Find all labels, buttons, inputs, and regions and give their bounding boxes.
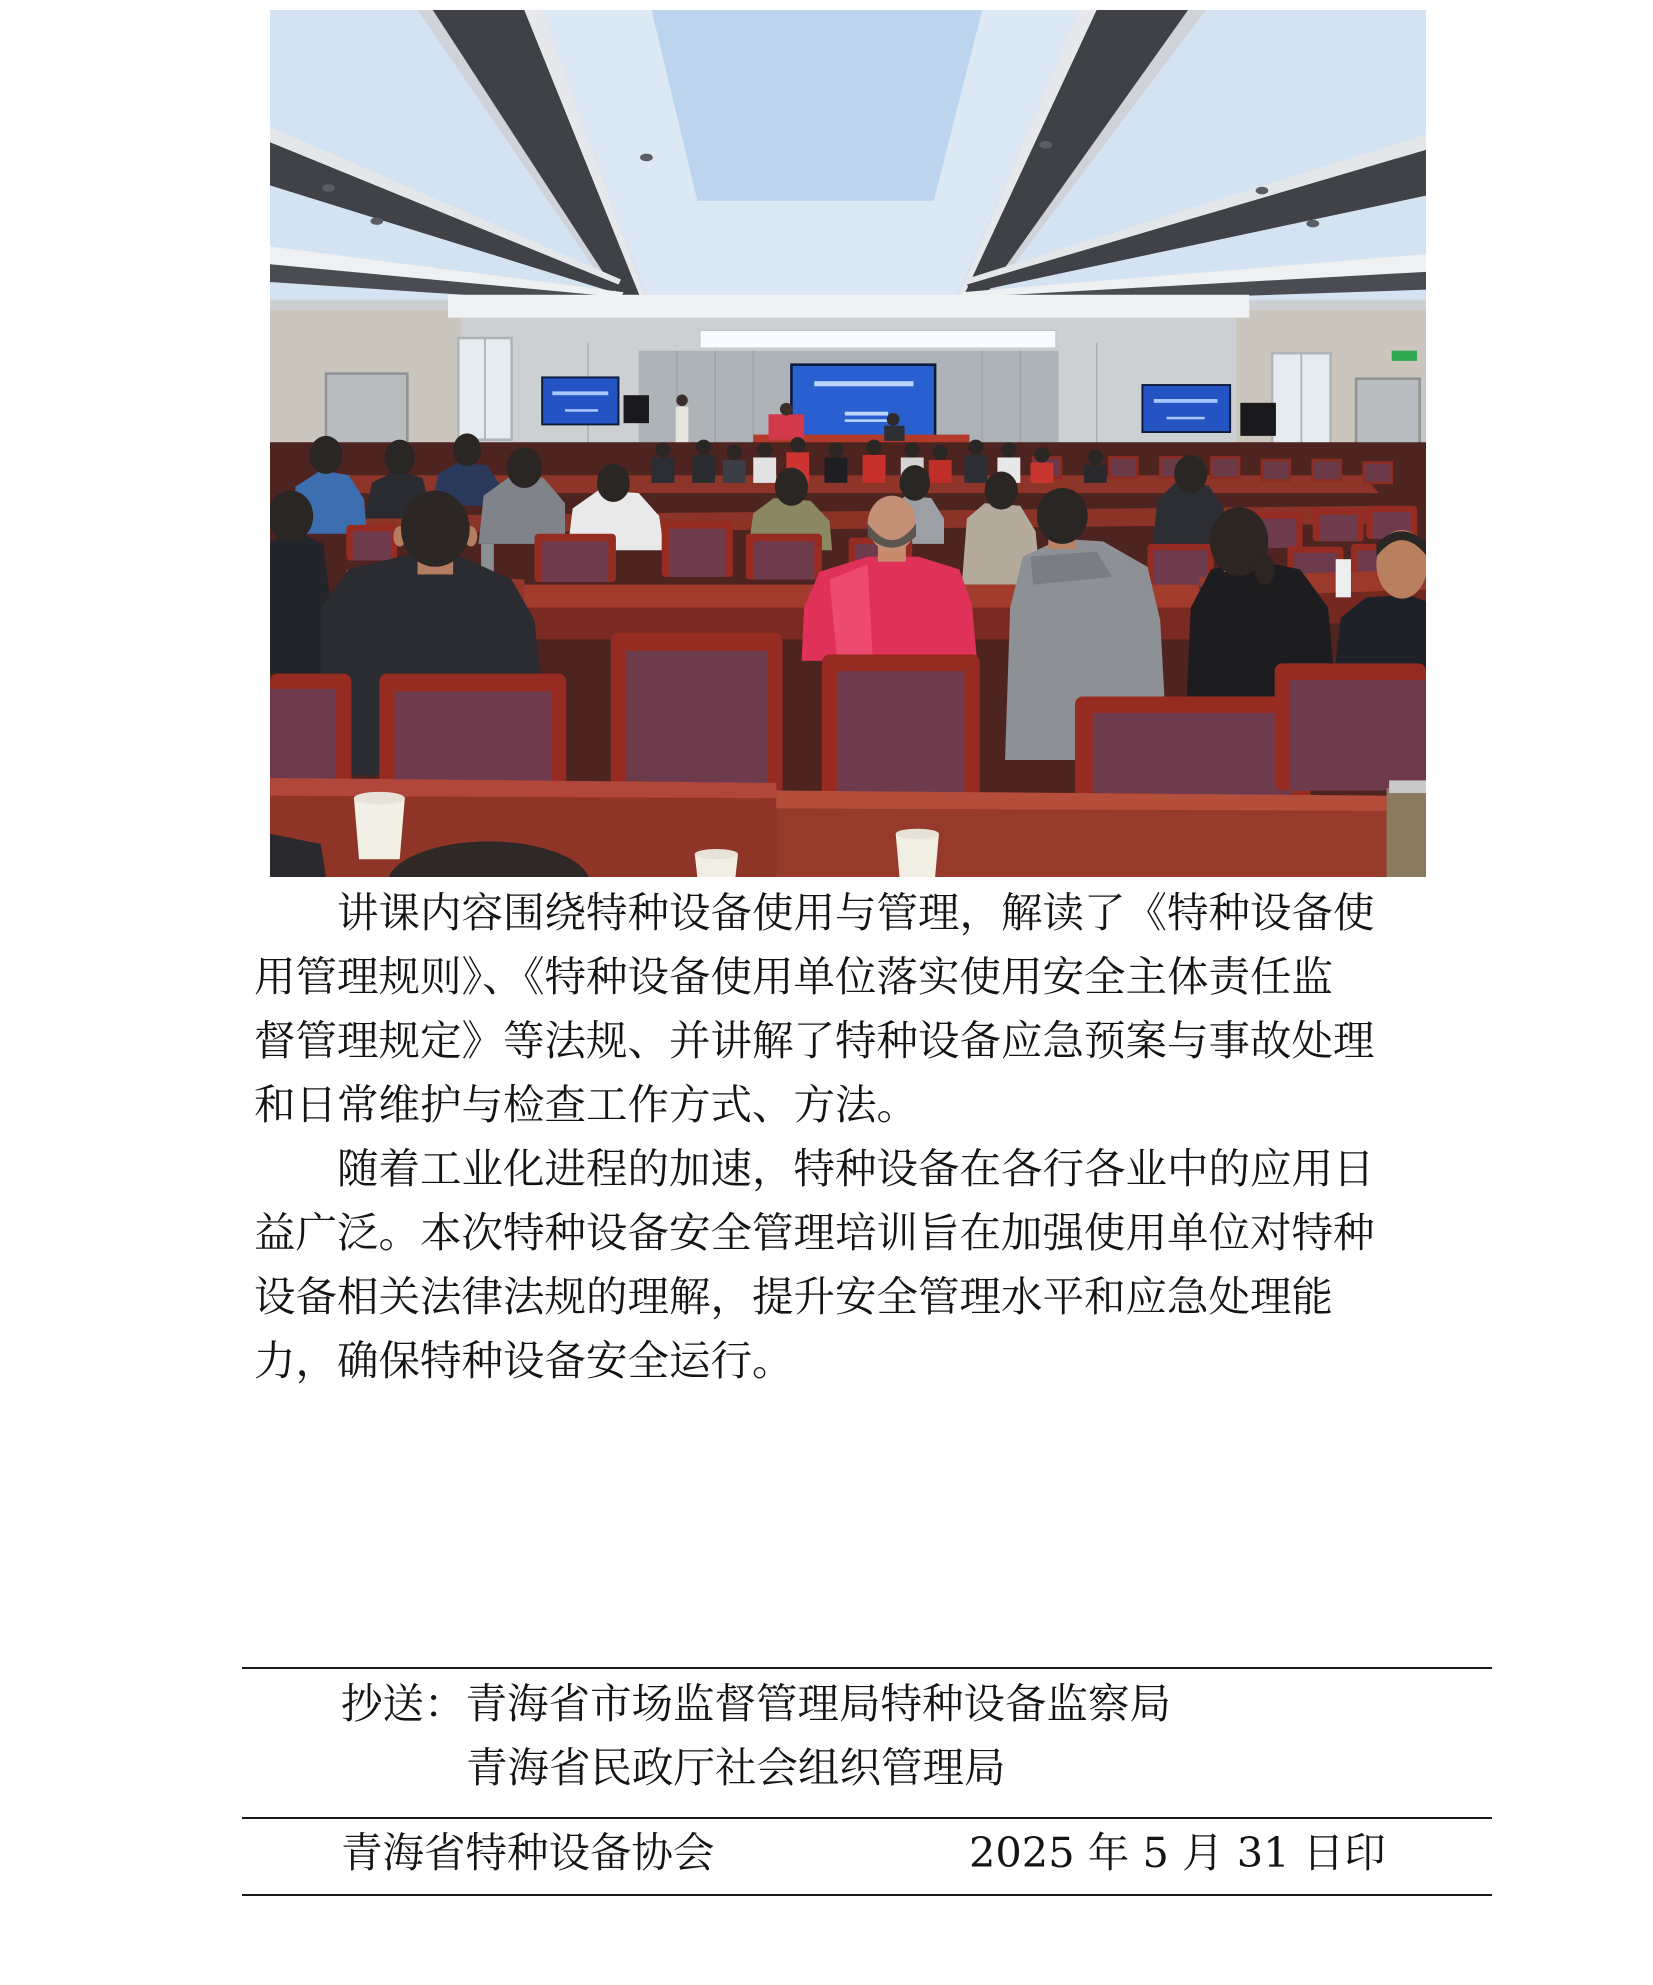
cc-label: 抄送： [341,1679,466,1728]
cc-recipient: 青海省民政厅社会组织管理局 [466,1743,1006,1792]
projection-screen-left [542,377,618,424]
cc-row [341,1672,1171,1736]
issuer-name: 青海省特种设备协会 [341,1828,715,1877]
paragraph-line: 益广泛。本次特种设备安全管理培训旨在加强使用单位对特种 [254,1208,1375,1257]
paragraph-line: 设备相关法律法规的理解，提升安全管理水平和应急处理能 [254,1272,1334,1321]
projection-screen-center [791,365,935,439]
cc-row [466,1736,1006,1800]
chair [611,633,783,794]
paper-cup [695,849,738,877]
projection-screen-right [1142,385,1230,432]
chair [1275,663,1426,790]
paragraph-lecture-content [254,881,1454,1137]
paper-cup [896,829,939,877]
paragraph-line: 讲课内容围绕特种设备使用与管理，解读了《特种设备使 [337,888,1375,937]
paragraph-line: 力，确保特种设备安全运行。 [254,1336,794,1385]
paragraph-line: 用管理规则》、《特种设备使用单位落实使用安全主体责任监 [254,952,1334,1001]
chair [270,674,351,788]
paragraph-line: 随着工业化进程的加速，特种设备在各行各业中的应用日 [337,1144,1375,1193]
divider-line-bottom [242,1894,1492,1896]
paragraph-line: 和日常维护与检查工作方式、方法。 [254,1080,919,1129]
presenter [676,407,689,445]
paper-cup [354,792,405,859]
cc-recipient: 青海省市场监督管理局特种设备监察局 [465,1679,1172,1728]
chair [822,655,980,814]
paragraph-training-purpose [254,1137,1454,1393]
thermos [1387,780,1426,877]
print-date: 2025 年 5 月 31 日印 [969,1828,1386,1877]
divider-line-top [242,1667,1492,1669]
bottle [1336,559,1351,597]
body-text [254,881,1454,1393]
exit-sign [1392,351,1417,361]
training-session-photo [270,10,1426,877]
chair [379,674,566,793]
divider-line-middle [242,1817,1492,1819]
paragraph-line: 督管理规定》等法规、并讲解了特种设备应急预案与事故处理 [254,1016,1375,1065]
